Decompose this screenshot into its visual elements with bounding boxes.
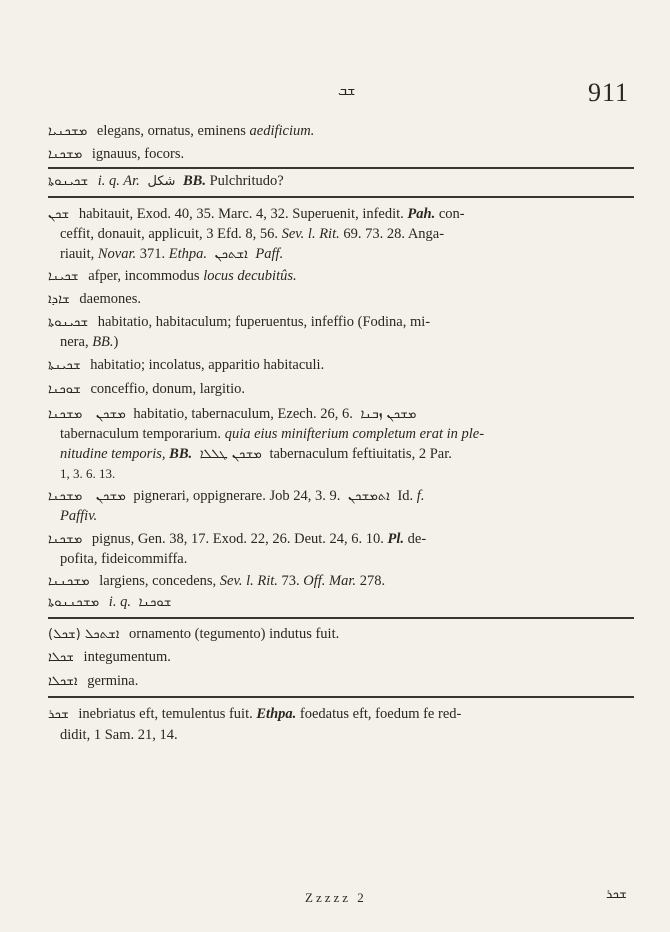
gloss: Pulchritudo? xyxy=(209,173,284,189)
entry-line xyxy=(48,356,630,375)
syriac-word: ܡܫܟܢ xyxy=(95,407,126,422)
syriac-headword: ܫܟܝܢܐ xyxy=(48,269,79,284)
section-rule xyxy=(48,696,634,698)
gloss-italic: i. q. xyxy=(108,594,131,610)
syriac-headword: ܫܟܠܐ xyxy=(48,650,74,665)
gloss: germina. xyxy=(87,673,139,689)
signature-mark: Zzzzz 2 xyxy=(305,890,367,905)
gloss: integumentum. xyxy=(83,649,171,665)
entry-line xyxy=(48,290,630,309)
syriac-headword: ܡܫܟܢܐ xyxy=(48,407,83,422)
gloss-italic: Paff. xyxy=(255,246,284,262)
entry-line xyxy=(60,726,630,744)
abbrev: Ethpa. xyxy=(256,706,297,722)
entry-line xyxy=(48,267,630,286)
gloss: didit, 1 Sam. 21, 14. xyxy=(60,727,178,743)
syriac-headword: ܡܫܟܢܐ xyxy=(48,532,83,547)
gloss: riauit, xyxy=(60,246,95,262)
entry-line xyxy=(60,225,630,243)
syriac-headword: ܫܘܟܢܐ xyxy=(48,382,81,397)
gloss: ) xyxy=(113,334,119,350)
syriac-headword: ܫܟܢ xyxy=(48,207,70,222)
syriac-headword: ܫܟܝܢܘܬܐ xyxy=(48,315,89,330)
gloss: pignerari, oppignerare. Job 24, 3. 9. xyxy=(133,488,341,504)
entry-line xyxy=(60,333,630,351)
gloss: tabernaculum feftiuitatis, 2 Par. xyxy=(269,446,452,462)
entry-line xyxy=(48,145,630,164)
arabic-word: ﺷﻜﻞ xyxy=(147,174,176,189)
entry-line xyxy=(48,593,630,612)
entry-line xyxy=(48,487,630,506)
entry-line xyxy=(48,313,630,332)
gloss: 278. xyxy=(359,573,386,589)
gloss-italic: Sev. l. Rit. xyxy=(219,573,278,589)
syriac-headword: ܡܫܟܢܐ xyxy=(48,489,83,504)
gloss: daemones. xyxy=(79,291,142,307)
gloss: habitatio, habitaculum; fuperuentus, infeffio (Fodina, mi- xyxy=(97,314,431,330)
catchword: ܫܟܪ xyxy=(606,887,627,902)
entry-line xyxy=(48,625,630,644)
header-syriac: ܫܒ xyxy=(338,84,356,99)
abbrev: Pl. xyxy=(387,531,405,547)
gloss: inebriatus eft, temulentus fuit. xyxy=(78,706,253,722)
syriac-headword: ܐܫܟܠܐ xyxy=(48,674,78,689)
gloss: habitatio, tabernaculum, Ezech. 26, 6. xyxy=(133,406,353,422)
syriac-word: ܐܬܡܫܟܢ xyxy=(348,489,390,504)
gloss: con- xyxy=(438,206,465,222)
abbrev: BB. xyxy=(169,446,193,462)
gloss-italic: locus decubitûs. xyxy=(203,268,297,284)
gloss-italic: i. q. Ar. xyxy=(97,173,140,189)
gloss: nera, xyxy=(60,334,89,350)
gloss: afper, incommodus xyxy=(88,268,200,284)
gloss: 371. xyxy=(139,246,166,262)
syriac-headword: ܐܫܬܟܠ (ܫܟܠ) xyxy=(48,627,120,642)
syriac-word: ܡܫܟܢ xyxy=(95,489,126,504)
syriac-word: ܡܫܟܢ ܙܒܢܐ xyxy=(360,407,417,422)
page-header xyxy=(0,78,670,118)
gloss: ceffit, donauit, applicuit, 3 Efd. 8, 56. xyxy=(60,226,278,242)
entry-line xyxy=(60,425,630,443)
entry-line xyxy=(60,507,630,525)
entry-line xyxy=(48,122,630,141)
syriac-word: ܐܫܬܟܢ xyxy=(214,247,248,262)
gloss-italic: Paffiv. xyxy=(60,508,98,524)
gloss-italic: f. xyxy=(416,488,425,504)
section-rule xyxy=(48,617,634,619)
entry-line xyxy=(60,550,630,568)
gloss: habitatio; incolatus, apparitio habitaculi. xyxy=(90,357,325,373)
entry-line xyxy=(60,245,630,264)
entry-line xyxy=(48,705,630,724)
abbrev: Pah. xyxy=(407,206,436,222)
gloss: ornamento (tegumento) indutus fuit. xyxy=(129,626,340,642)
gloss-italic: Ethpa. xyxy=(168,246,208,262)
gloss-italic: Off. Mar. xyxy=(303,573,357,589)
gloss: ignauus, focors. xyxy=(91,146,185,162)
section-rule xyxy=(48,196,634,198)
gloss: pignus, Gen. 38, 17. Exod. 22, 26. Deut. 24, 6. 10. xyxy=(91,531,384,547)
gloss-italic: Sev. l. Rit. xyxy=(281,226,340,242)
syriac-headword: ܡܫܟܢܝܐ xyxy=(48,124,88,139)
gloss: largiens, concedens, xyxy=(99,573,217,589)
abbrev: BB. xyxy=(182,173,206,189)
syriac-headword: ܫܐܕܐ xyxy=(48,292,70,307)
entry-line xyxy=(48,530,630,549)
syriac-headword: ܡܫܟܢܢܐ xyxy=(48,574,90,589)
gloss: Id. xyxy=(397,488,414,504)
gloss: 1, 3. 6. 13. xyxy=(60,466,116,481)
syriac-word: ܫܘܟܢܐ xyxy=(138,595,172,610)
entry-line xyxy=(48,672,630,691)
gloss: tabernaculum temporarium. xyxy=(60,426,222,442)
entry-line xyxy=(48,380,630,399)
gloss: 69. 73. 28. Anga- xyxy=(343,226,445,242)
gloss-italic: Novar. xyxy=(97,246,137,262)
gloss: elegans, ornatus, eminens xyxy=(96,123,246,139)
entry-line xyxy=(60,465,630,483)
syriac-headword: ܡܫܟܢܐ xyxy=(48,147,83,162)
gloss-italic: nitudine temporis, xyxy=(60,446,166,462)
entry-line xyxy=(48,405,630,424)
gloss-italic: BB. xyxy=(92,334,114,350)
gloss: foedatus eft, foedum fe red- xyxy=(299,706,462,722)
gloss: de- xyxy=(407,531,427,547)
entry-line xyxy=(48,572,630,591)
syriac-word: ܡܫܟܢ ܛܠܠܐ xyxy=(199,447,262,462)
syriac-headword: ܫܟܝܢܬܐ xyxy=(48,358,81,373)
entry-line xyxy=(48,205,630,224)
syriac-headword: ܫܟܝܢܘܬܐ xyxy=(48,174,89,189)
gloss: habitauit, Exod. 40, 35. Marc. 4, 32. Superuenit, infedit. xyxy=(78,206,404,222)
entry-line xyxy=(60,445,630,464)
syriac-headword: ܫܟܪ xyxy=(48,707,69,722)
gloss-italic: quia eius minifterium completum erat in ple- xyxy=(224,426,485,442)
gloss: 73. xyxy=(281,573,300,589)
entry-line xyxy=(48,172,630,191)
page-number: 911 xyxy=(588,78,630,107)
gloss: pofita, fideicommiffa. xyxy=(60,551,188,567)
gloss: conceffio, donum, largitio. xyxy=(90,381,245,397)
entry-line xyxy=(48,648,630,667)
section-rule xyxy=(48,167,634,169)
syriac-headword: ܡܫܟܢܢܘܬܐ xyxy=(48,595,100,610)
gloss-italic: aedificium. xyxy=(249,123,315,139)
